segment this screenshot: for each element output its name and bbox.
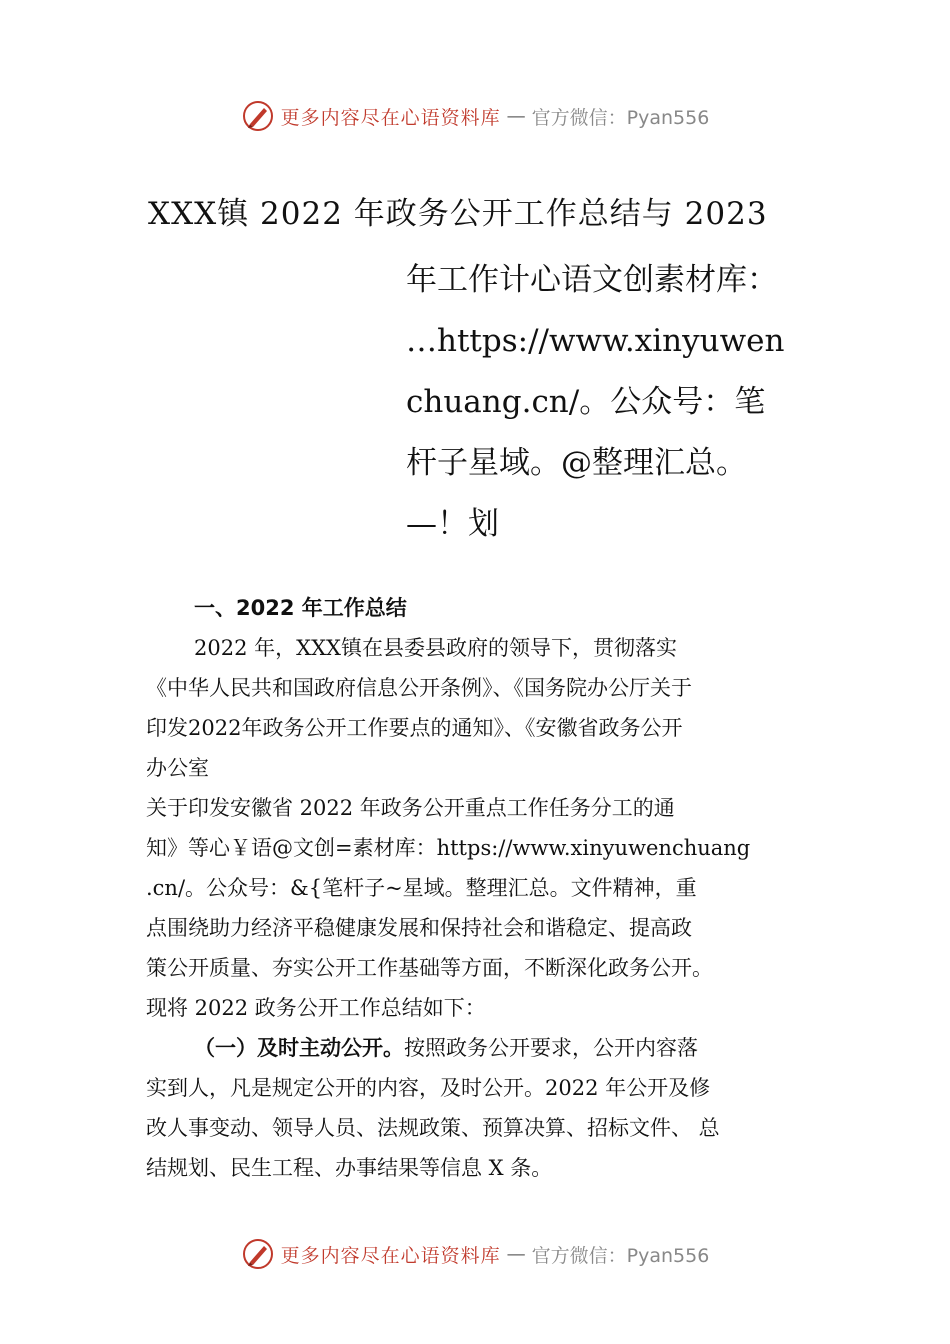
paragraph-2 [146, 1028, 818, 1188]
text-line: 实到人，凡是规定公开的内容，及时公开。2022 年公开及修 [146, 1076, 711, 1100]
title-line: chuang.cn/。公众号：笔 [406, 384, 766, 420]
title-line: …https://www.xinyuwen [406, 323, 785, 359]
text-line: 点围绕助力经济平稳健康发展和保持社会和谐稳定、提高政 [146, 916, 692, 940]
text-line: 改人事变动、领导人员、法规政策、预算决算、招标文件、 总 [146, 1116, 720, 1140]
title-line: 杆子星域。@整理汇总。 [406, 445, 747, 481]
header-banner [0, 96, 950, 136]
banner-separator: — [506, 105, 526, 127]
item-title: （一）及时主动公开。 [194, 1036, 404, 1060]
title-line-1: XXX镇 2022 年政务公开工作总结与 2023 [148, 196, 768, 232]
text-line: 策公开质量、夯实公开工作基础等方面，不断深化政务公开。 [146, 956, 713, 980]
text-line: 《中华人民共和国政府信息公开条例》、《国务院办公厅关于 [146, 676, 692, 700]
banner-separator: — [506, 1243, 526, 1265]
text-line: 关于印发安徽省 2022 年政务公开重点工作任务分工的通 [146, 796, 675, 820]
text-line: 2022 年，XXX镇在县委县政府的领导下，贯彻落实 [194, 636, 677, 660]
text-line: 现将 2022 政务公开工作总结如下： [146, 996, 486, 1020]
paragraph-1 [146, 628, 818, 1028]
text-line: 办公室 [146, 756, 209, 780]
item-text: 按照政务公开要求，公开内容落 [404, 1036, 698, 1060]
pen-logo-icon [241, 99, 275, 133]
text-line: 印发2022年政务公开工作要点的通知》、《安徽省政务公开 [146, 716, 683, 740]
section-heading: 一、2022 年工作总结 [194, 596, 407, 620]
title-continuation [406, 250, 806, 555]
text-line: 结规划、民生工程、办事结果等信息 X 条。 [146, 1156, 553, 1180]
document-body [146, 588, 818, 1188]
text-line: .cn/。公众号：&{笔杆子~星域。整理汇总。文件精神，重 [146, 876, 697, 900]
text-line [146, 1028, 818, 1068]
title-line: —！划 [406, 506, 499, 542]
title-line: 年工作计心语文创素材库： [406, 262, 778, 298]
banner-wechat: 官方微信：Pyan556 [531, 1244, 710, 1267]
banner-text: 更多内容尽在心语资料库 [280, 1244, 501, 1267]
banner-text: 更多内容尽在心语资料库 [280, 106, 501, 129]
text-line: 知》等心￥语@文创=素材库：https://www.xinyuwenchuang [146, 836, 751, 860]
banner-wechat: 官方微信：Pyan556 [531, 106, 710, 129]
footer-banner [0, 1234, 950, 1274]
pen-logo-icon [241, 1237, 275, 1271]
